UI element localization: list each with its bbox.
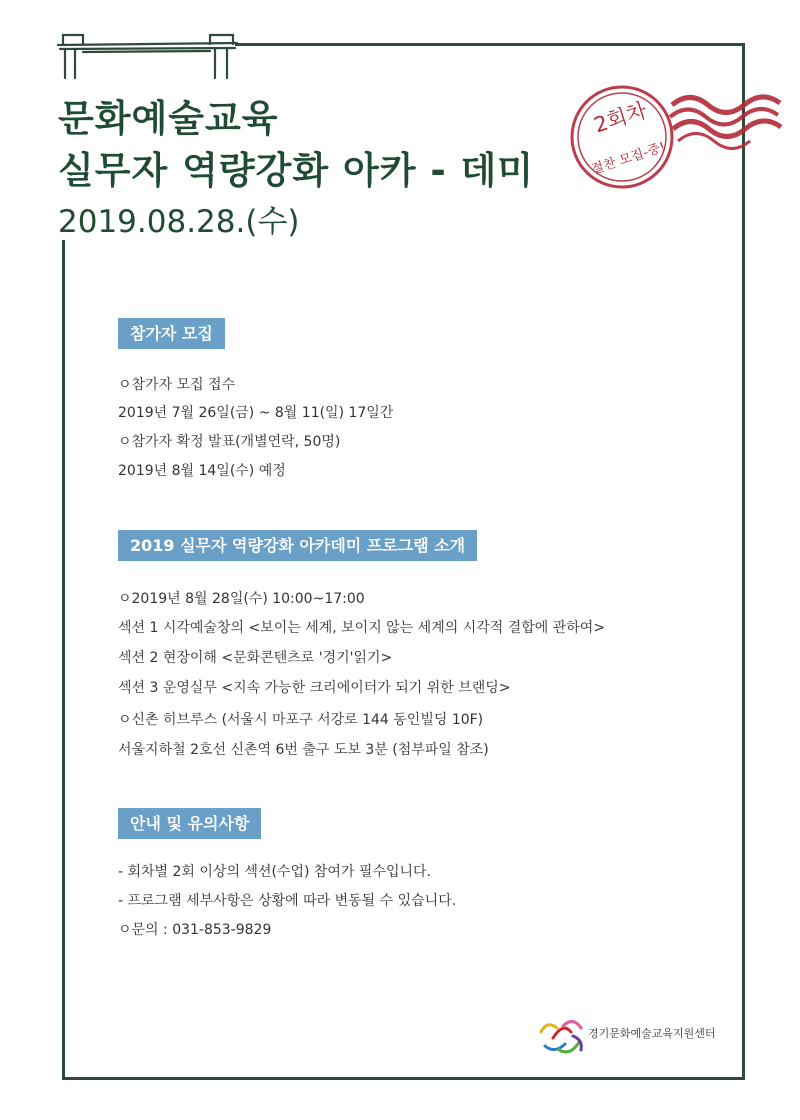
org-name: 경기문화예술교육지원센터	[588, 1027, 716, 1040]
frame-top-border	[235, 43, 745, 46]
recruit-line: 2019년 8월 14일(수) 예정	[118, 463, 286, 479]
event-date: 2019.08.28.(수)	[58, 204, 300, 240]
recruit-line: ㅇ참가자 모집 접수	[118, 377, 236, 393]
program-section-label: 2019 실무자 역량강화 아카데미 프로그램 소개	[118, 530, 477, 561]
notice-line: - 회차별 2회 이상의 섹션(수업) 참여가 필수입니다.	[118, 864, 431, 880]
recruit-section-label: 참가자 모집	[118, 318, 225, 349]
frame-bottom-border	[62, 1077, 745, 1080]
program-line: 섹션 1 시각예술창의 <보이는 세계, 보이지 않는 세계의 시각적 결합에 관하여>	[118, 620, 606, 636]
building-illustration	[55, 28, 240, 80]
recruit-line: ㅇ참가자 확정 발표(개별연락, 50명)	[118, 434, 341, 450]
program-line: 섹션 3 운영실무 <지속 가능한 크리에이터가 되기 위한 브랜딩>	[118, 680, 511, 696]
notice-line: - 프로그램 세부사항은 상황에 따라 변동될 수 있습니다.	[118, 893, 457, 909]
recruit-line: 2019년 7월 26일(금) ~ 8월 11(일) 17일간	[118, 405, 394, 421]
program-line: ㅇ신촌 히브루스 (서울시 마포구 서강로 144 동인빌딩 10F)	[118, 712, 484, 728]
stamp-status-text: 절찬 모집-중!	[589, 139, 668, 178]
program-line: 섹션 2 현장이해 <문화콘텐츠로 '경기'읽기>	[118, 650, 393, 666]
notice-section-label: 안내 및 유의사항	[118, 808, 261, 839]
program-line: ㅇ2019년 8월 28일(수) 10:00~17:00	[118, 591, 365, 607]
notice-line: ㅇ문의 : 031-853-9829	[118, 922, 272, 938]
frame-right-border	[742, 43, 745, 1080]
program-line: 서울지하철 2호선 신촌역 6번 출구 도보 3분 (첨부파일 참조)	[118, 742, 489, 758]
title-line-2: 실무자 역량강화 아카 - 데미	[58, 149, 535, 192]
stamp-round-text: 2회차	[590, 98, 650, 138]
title-line-1: 문화예술교육	[58, 97, 279, 140]
frame-left-border	[62, 240, 65, 1080]
recruiting-stamp	[560, 75, 795, 195]
